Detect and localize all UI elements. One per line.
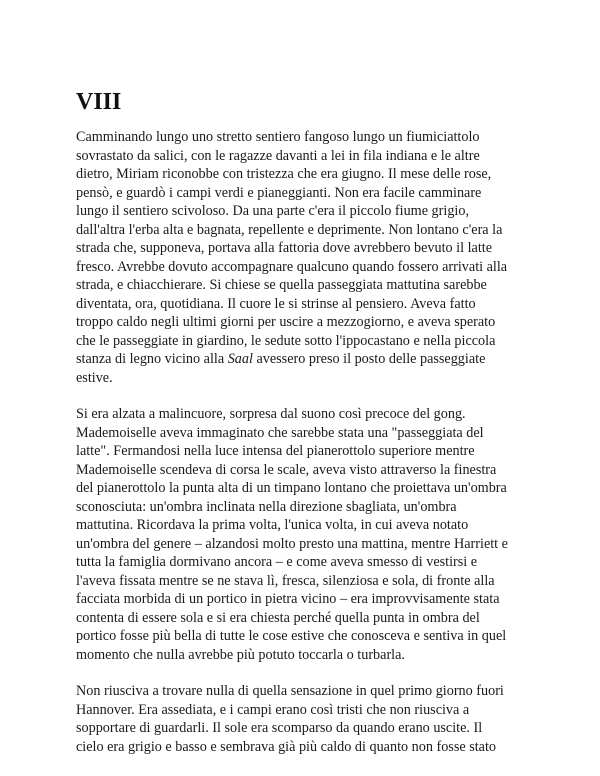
text-segment: Hannover. Era assediata, e i campi erano così tristi che non riusciva a — [76, 701, 470, 718]
text-line — [76, 184, 528, 203]
text-segment: Si era alzata a malincuore, sorpresa dal suono così precoce del gong. — [76, 406, 466, 422]
paragraph — [76, 405, 528, 664]
text-line — [76, 258, 528, 277]
text-segment: un'ombra del genere – alzandosi molto presto una mattina, mentre Harriett e — [76, 535, 508, 552]
text-line — [76, 590, 528, 609]
text-line — [76, 276, 528, 295]
paragraph — [76, 128, 528, 387]
italic-word: Saal — [227, 351, 253, 367]
text-line — [76, 221, 528, 240]
text-segment: lungo il sentiero scivoloso. Da una parte c'era il piccolo fiume grigio, — [76, 203, 469, 219]
text-line — [76, 332, 528, 351]
text-segment: momento che nulla avrebbe più potuto toccarla o turbarla. — [76, 646, 405, 663]
text-segment: avessero preso il posto delle passeggiate — [252, 351, 486, 367]
text-line — [76, 516, 528, 535]
text-line — [76, 572, 528, 591]
text-segment: troppo caldo negli ultimi giorni per uscire a mezzogiorno, e aveva sperato — [76, 314, 496, 330]
text-segment: portico fosse più bella di tutte le cose estive che conosceva e sentiva in quel — [76, 628, 507, 644]
text-segment: latte". Fermandosi nella luce intensa del pianerottolo superiore mentre — [76, 443, 475, 459]
text-segment: dall'altra l'erba alta e bagnata, repellente e deprimente. Non lontano c'era la — [76, 221, 503, 238]
text-segment: l'aveva fissata mentre se ne stava lì, fresca, silenziosa e sola, di fronte alla — [76, 572, 495, 589]
text-line — [76, 479, 528, 498]
text-line — [76, 128, 528, 147]
text-line — [76, 646, 528, 665]
text-segment: Mademoiselle aveva immaginato che sarebbe stata una "passeggiata del — [76, 424, 484, 441]
text-line — [76, 405, 528, 424]
text-segment: Non riusciva a trovare nulla di quella sensazione in quel primo giorno fuori — [76, 683, 504, 699]
text-segment: fresco. Avrebbe dovuto accompagnare qualcuno quando fossero arrivati alla — [76, 258, 508, 275]
chapter-body — [76, 128, 528, 774]
text-segment: Camminando lungo uno stretto sentiero fangoso lungo un fiumiciattolo — [76, 129, 480, 145]
text-segment: facciata morbida di un portico in pietra vicino – era improvvisamente stata — [76, 591, 500, 607]
text-line — [76, 369, 528, 388]
text-segment: strada, e chiacchierare. Si chiese se quella passeggiata mattutina sarebbe — [76, 277, 487, 293]
text-segment: estive. — [76, 369, 113, 386]
text-segment: sovrastato da salici, con le ragazze davanti a lei in fila indiana e le altre — [76, 147, 480, 164]
chapter-heading: VIII — [76, 89, 122, 115]
text-segment: mattutina. Ricordava la prima volta, l'unica volta, in cui aveva notato — [76, 517, 469, 533]
text-line — [76, 350, 528, 369]
text-line — [76, 719, 528, 738]
text-segment: pensò, e guardò i campi verdi e pianeggianti. Non era facile camminare — [76, 184, 482, 201]
text-line — [76, 239, 528, 258]
text-line — [76, 609, 528, 628]
text-line — [76, 498, 528, 517]
text-segment: sopportare di guardarli. Il sole era scomparso da quando erano uscite. Il — [76, 720, 483, 736]
text-line — [76, 738, 528, 757]
text-line — [76, 424, 528, 443]
text-line — [76, 701, 528, 720]
text-segment: tutta la famiglia dormivano ancora – e come aveva smesso di vestirsi e — [76, 554, 478, 570]
text-segment: Mademoiselle scendeva di corsa le scale, aveva visto attraverso la finestra — [76, 461, 497, 478]
text-line — [76, 165, 528, 184]
text-line — [76, 313, 528, 332]
text-segment: dietro, Miriam riconobbe con tristezza che era giugno. Il mese delle rose, — [76, 166, 492, 182]
text-line — [76, 147, 528, 166]
text-segment: che le passeggiate in giardino, le sedute sotto l'ippocastano e nella piccola — [76, 332, 496, 349]
text-segment: strada che, supponeva, portava alla fattoria dove avrebbero bevuto il latte — [76, 240, 492, 256]
text-line — [76, 295, 528, 314]
text-line — [76, 202, 528, 221]
text-line — [76, 442, 528, 461]
text-line — [76, 553, 528, 572]
text-segment: sconosciuta: un'ombra inclinata nella direzione sbagliata, un'ombra — [76, 498, 457, 515]
text-segment: cielo era grigio e basso e sembrava già più caldo di quanto non fosse stato — [76, 738, 496, 755]
text-segment: diventata, ora, quotidiana. Il cuore le si strinse al pensiero. Aveva fatto — [76, 295, 476, 312]
text-line — [76, 682, 528, 701]
paragraph — [76, 682, 528, 756]
text-line — [76, 627, 528, 646]
text-line — [76, 461, 528, 480]
text-line — [76, 535, 528, 554]
text-segment: stanza di legno vicino alla — [76, 351, 228, 367]
text-segment: contenta di essere sola e si era chiesta perché quella punta in ombra del — [76, 609, 480, 626]
text-segment: del pianerottolo la punta alta di un timpano lontano che proiettava un'ombra — [76, 480, 507, 496]
